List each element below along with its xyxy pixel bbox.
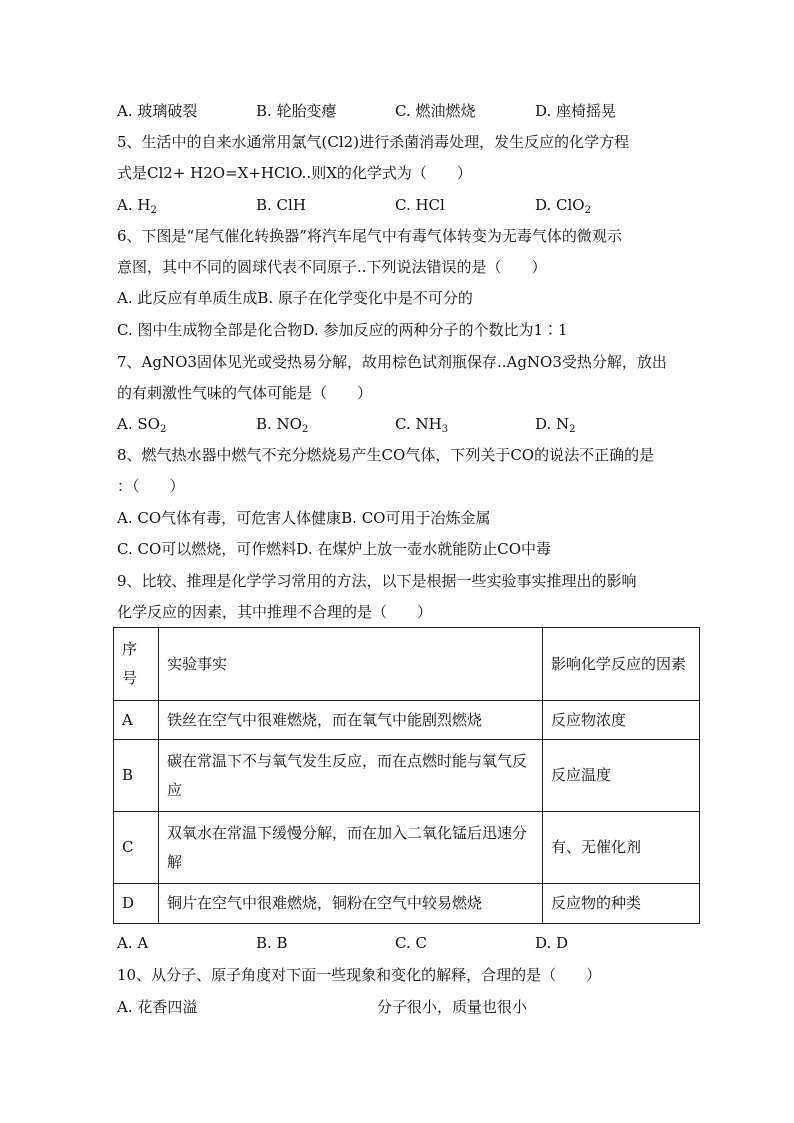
- q6-option-line1: A. 此反应有单质生成B. 原子在化学变化中是不可分的: [117, 289, 473, 307]
- row-id: D: [114, 884, 159, 924]
- q8-stem-line1: 8、燃气热水器中燃气不充分燃烧易产生CO气体，下列关于CO的说法不正确的是: [117, 446, 655, 464]
- q6-stem-line2: 意图，其中不同的圆球代表不同原子..下列说法错误的是（ ）: [117, 258, 547, 276]
- header-factor: 影响化学反应的因素: [543, 628, 700, 701]
- q6-stem-line1: 6、下图是“尾气催化转换器”将汽车尾气中有毒气体转变为无毒气体的微观示: [117, 227, 622, 245]
- q5-options: [117, 195, 717, 215]
- q4-option-a: A. 玻璃破裂: [117, 102, 198, 120]
- q7-options: [117, 414, 717, 434]
- q4-option-d: D. 座椅摇晃: [535, 102, 617, 120]
- q9-options: [117, 933, 717, 953]
- row-fact: 双氧水在常温下缓慢分解，而在加入二氧化锰后迅速分解: [159, 812, 543, 884]
- header-fact: 实验事实: [159, 628, 543, 701]
- q10-option-a-explanation: 分子很小，质量也很小: [377, 998, 528, 1016]
- q7-option-c: C. $NH_3$: [395, 415, 449, 435]
- q4-option-c: C. 燃油燃烧: [395, 102, 476, 120]
- q7-option-d: D. $N_2$: [535, 415, 576, 435]
- q4-options: [117, 101, 717, 121]
- q7-stem-line2: 的有刺激性气味的气体可能是（ ）: [117, 384, 373, 402]
- q7-option-a: A. $SO_2$: [117, 415, 167, 435]
- table-row: [114, 812, 700, 884]
- q5-option-a: A. $H_2$: [117, 196, 157, 216]
- q9-option-b: B. B: [256, 934, 288, 952]
- row-fact: 碳在常温下不与氧气发生反应，而在点燃时能与氧气反应: [159, 740, 543, 812]
- q5-option-b: B. ClH: [256, 196, 306, 214]
- q10-stem-line1: 10、从分子、原子角度对下面一些现象和变化的解释，合理的是（ ）: [117, 966, 602, 984]
- q5-option-d: D. ClO$_2$: [535, 196, 591, 216]
- row-id: A: [114, 701, 159, 740]
- q7-option-b: B. $NO_2$: [256, 415, 309, 435]
- q9-option-a: A. A: [117, 934, 149, 952]
- q10-option-a-phenomenon: A. 花香四溢: [117, 998, 198, 1016]
- row-id: C: [114, 812, 159, 884]
- table-row: [114, 740, 700, 812]
- row-factor: 有、无催化剂: [543, 812, 700, 884]
- q9-option-c: C. C: [395, 934, 427, 952]
- q7-stem-line1: 7、AgNO3固体见光或受热易分解，故用棕色试剂瓶保存..AgNO3受热分解，放出: [117, 353, 667, 371]
- row-factor: 反应温度: [543, 740, 700, 812]
- table-row: [114, 884, 700, 924]
- q9-stem-line1: 9、比较、推理是化学学习常用的方法，以下是根据一些实验事实推理出的影响: [117, 572, 637, 590]
- q5-stem-line1: 5、生活中的自来水通常用氯气(Cl2)进行杀菌消毒处理，发生反应的化学方程: [117, 133, 630, 151]
- row-fact: 铜片在空气中很难燃烧，铜粉在空气中较易燃烧: [159, 884, 543, 924]
- q6-option-line2: C. 图中生成物全部是化合物D. 参加反应的两种分子的个数比为1∶1: [117, 321, 568, 339]
- q5-option-c: C. HCl: [395, 196, 445, 214]
- table-row: [114, 701, 700, 740]
- header-id: 序号: [114, 628, 159, 701]
- q8-stem-line2: ：（ ）: [117, 477, 185, 495]
- row-factor: 反应物浓度: [543, 701, 700, 740]
- q8-option-line2: C. CO可以燃烧，可作燃料D. 在煤炉上放一壶水就能防止CO中毒: [117, 540, 552, 558]
- q8-option-line1: A. CO气体有毒，可危害人体健康B. CO可用于冶炼金属: [117, 509, 491, 527]
- experiment-table: [113, 627, 700, 924]
- row-id: B: [114, 740, 159, 812]
- q4-option-b: B. 轮胎变瘪: [256, 102, 337, 120]
- row-fact: 铁丝在空气中很难燃烧，而在氧气中能剧烈燃烧: [159, 701, 543, 740]
- q9-option-d: D. D: [535, 934, 569, 952]
- q10-option-a: [117, 997, 717, 1017]
- q5-stem-line2: 式是Cl2+ H2O=X+HClO..则X的化学式为（ ）: [117, 164, 472, 182]
- row-factor: 反应物的种类: [543, 884, 700, 924]
- table-header-row: [114, 628, 700, 701]
- q9-stem-line2: 化学反应的因素，其中推理不合理的是（ ）: [117, 603, 433, 621]
